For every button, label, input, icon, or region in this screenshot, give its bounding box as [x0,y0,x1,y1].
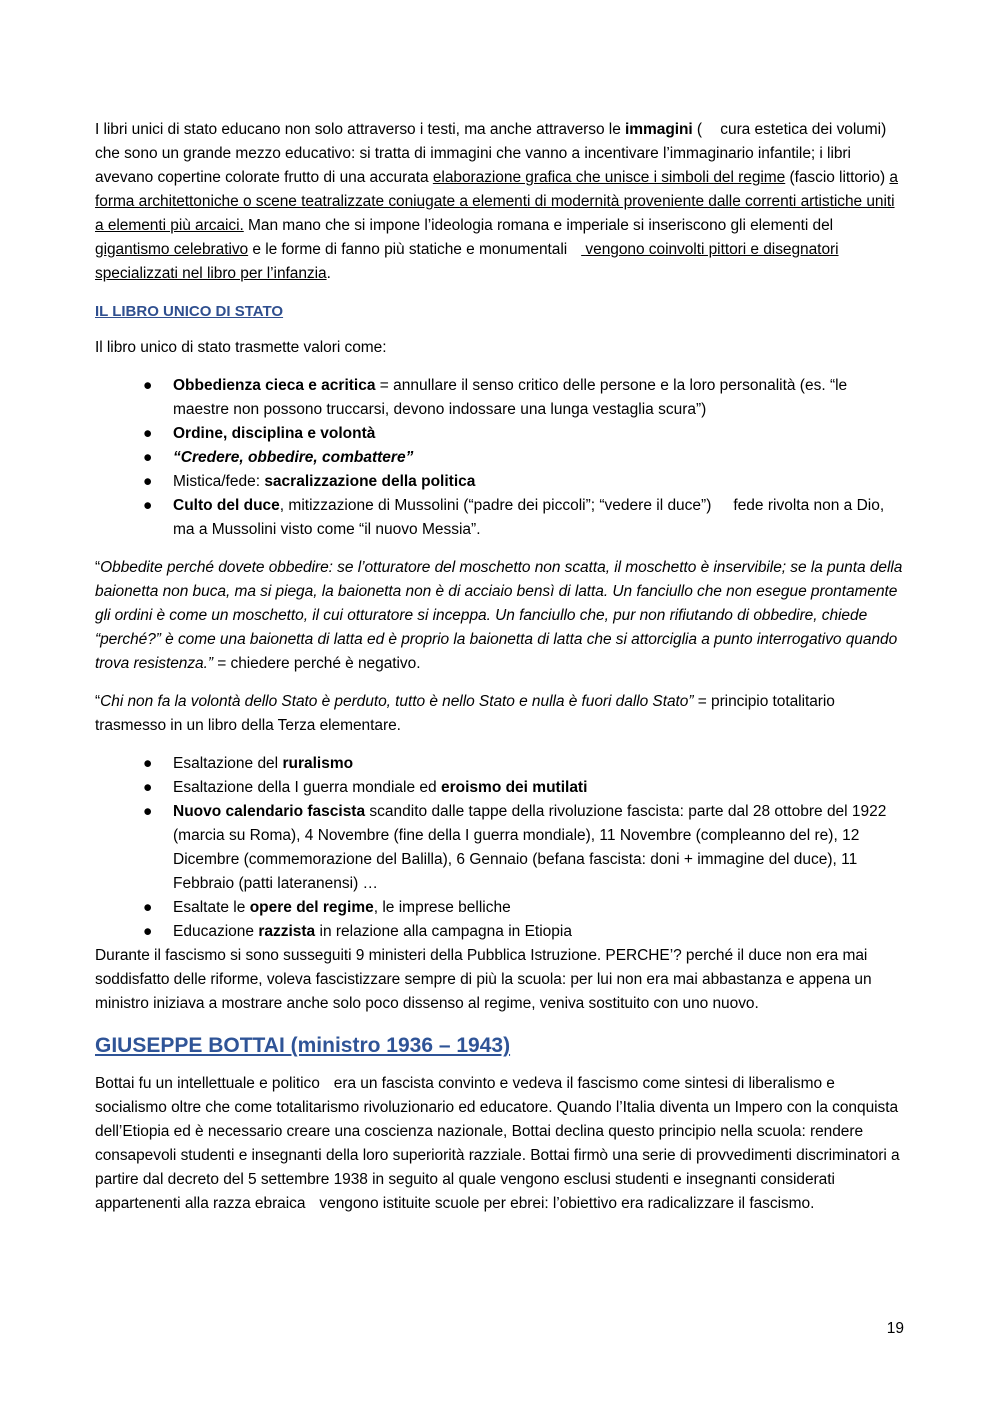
text: era un fascista convinto e vedeva il fascismo come sintesi di liberalismo e socialismo oltre che come totalitarismo rivoluzionario ed educatore. Quando l’Italia diventa un Impero con la conquista dell’Etiopia ed è necessario creare una coscienza nazionale, Bottai declina questo principio nella scuola: rendere consapevoli studenti e insegnanti della loro superiorità razziale. Bottai firmò una serie di provvedimenti discriminatori a partire dal decreto del 5 settembre 1938 in seguito al quale vengono esclusi studenti e insegnanti considerati appartenenti alla razza ebraica [95,1075,900,1212]
list-item [95,752,907,776]
quote-obbedite [95,556,907,676]
list-item [95,374,907,422]
bullet-icon: ● [143,803,153,820]
list-item [95,920,907,944]
text-underlined: gigantismo celebrativo [95,241,249,258]
list-item [95,896,907,920]
bullet-icon: ● [143,923,153,940]
text: (fascio littorio) [785,169,890,186]
section-heading-libro-unico: IL LIBRO UNICO DI STATO [95,303,284,320]
quote-stato [95,690,907,738]
text: Esaltazione della I guerra mondiale ed [173,779,441,796]
text-bold: Obbedienza cieca e acritica [173,377,376,394]
text: ( [692,121,703,138]
text: = principio totalitario trasmesso in un libro della Terza elementare. [95,693,835,734]
paragraph-images [95,118,907,286]
bullet-icon: ● [143,755,153,772]
text: Esaltazione del [173,755,283,772]
text: “ [95,693,101,710]
text-italic: Chi non fa la volontà dello Stato è perduto, tutto è nello Stato e nulla è fuori dallo Stato” [100,693,694,710]
text: Man mano che si impone l’ideologia romana e imperiale si inseriscono gli elementi del [243,217,834,234]
themes-list [95,752,907,944]
bullet-icon: ● [143,473,153,490]
section-heading-bottai: GIUSEPPE BOTTAI (ministro 1936 – 1943) [95,1034,511,1057]
text-bold: immagini [625,121,693,138]
text: I libri unici di stato educano non solo attraverso i testi, ma anche attraverso le [95,121,626,138]
list-item [95,800,907,896]
list-item [95,446,907,470]
text: Esaltate le [173,899,250,916]
text: Educazione [173,923,259,940]
text-bold: Ordine, disciplina e volontà [173,425,376,442]
paragraph-bottai [95,1072,907,1216]
text-underlined: elaborazione grafica che unisce i simboli del regime [432,169,786,186]
text-underlined: vengono coinvolti pittori e disegnatori specializzati nel libro per l’infanzia [95,241,839,282]
text: . [326,265,331,282]
text: in relazione alla campagna in Etiopia [315,923,572,940]
document-page [95,118,907,1230]
text: e le forme di fanno più statiche e monumentali [248,241,568,258]
text: Mistica/fede: [173,473,265,490]
text-bold: eroismo dei mutilati [440,779,588,796]
text-bold: Nuovo calendario fascista [173,803,366,820]
text: vengono istituite scuole per ebrei: l’obiettivo era radicalizzare il fascismo. [319,1195,815,1212]
bullet-icon: ● [143,377,153,394]
text: “ [95,559,101,576]
text: fede rivolta non a Dio, ma a Mussolini visto come “il nuovo Messia”. [173,497,885,538]
bullet-icon: ● [143,425,153,442]
bullet-icon: ● [143,497,153,514]
text-bold-italic: “Credere, obbedire, combattere” [173,449,414,466]
text-bold: sacralizzazione della politica [264,473,476,490]
bullet-icon: ● [143,899,153,916]
text: Bottai fu un intellettuale e politico [95,1075,320,1092]
text: scandito dalle tappe della rivoluzione fascista: parte dal 28 ottobre del 1922 (marcia su Roma), 4 Novembre (fine della I guerra mondiale), 11 Novembre (compleanno del re), 12 Dicembre (commemorazione del Balilla), 6 Gennaio (befana fascista: doni + immagine del duce), 11 Febbraio (patti lateranensi) … [173,803,887,892]
list-item [95,470,907,494]
text: , mitizzazione di Mussolini (“padre dei piccoli”; “vedere il duce”) [279,497,712,514]
bullet-icon: ● [143,449,153,466]
list-item [95,494,907,542]
page-number: 19 [886,1320,904,1337]
list-item [95,422,907,446]
text: = annullare il senso critico delle persone e la loro personalità (es. “le maestre non possono truccarsi, devono indossare una lunga vestaglia scura”) [173,377,848,418]
bullet-icon: ● [143,779,153,796]
text: = chiedere perché è negativo. [212,655,421,672]
text-bold: Culto del duce [173,497,280,514]
text: cura estetica dei volumi) che sono un grande mezzo educativo: si tratta di immagini che vanno a incentivare l’immaginario infantile; i libri avevano copertine colorate frutto di una accurata [95,121,887,186]
text: , le imprese belliche [373,899,511,916]
paragraph-valori-intro: Il libro unico di stato trasmette valori come: [95,339,387,356]
values-list [95,374,907,542]
text-bold: ruralismo [282,755,354,772]
list-item [95,776,907,800]
text-bold: razzista [258,923,316,940]
paragraph-ministeri: Durante il fascismo si sono susseguiti 9 ministeri della Pubblica Istruzione. PERCHE’? perché il duce non era mai soddisfatto delle riforme, voleva fascistizzare sempre di più la scuola: per lui non era mai abbastanza e appena un ministro iniziava a mostrare anche solo poco dissenso al regime, veniva sostituito con uno nuovo. [95,947,872,1012]
text-bold: opere del regime [249,899,374,916]
text-underlined: a forma architettoniche o scene teatralizzate coniugate a elementi di modernità proveniente dalle correnti artistiche uniti a elementi più arcaici. [95,169,898,234]
text-italic: Obbedite perché dovete obbedire: se l’otturatore del moschetto non scatta, il moschetto è inservibile; se la punta della baionetta non buca, ma si piega, la baionetta non è di acciaio bensì di latta. Un fanciullo che non esegue prontamente gli ordini è come un moschetto, il cui otturatore si inceppa. Un fanciullo che, pur non rifiutando di obbedire, chiede “perché?” è come una baionetta di latta ed è proprio la baionetta di latta che si attorciglia a punto interrogativo quando trova resistenza.” [95,559,903,672]
